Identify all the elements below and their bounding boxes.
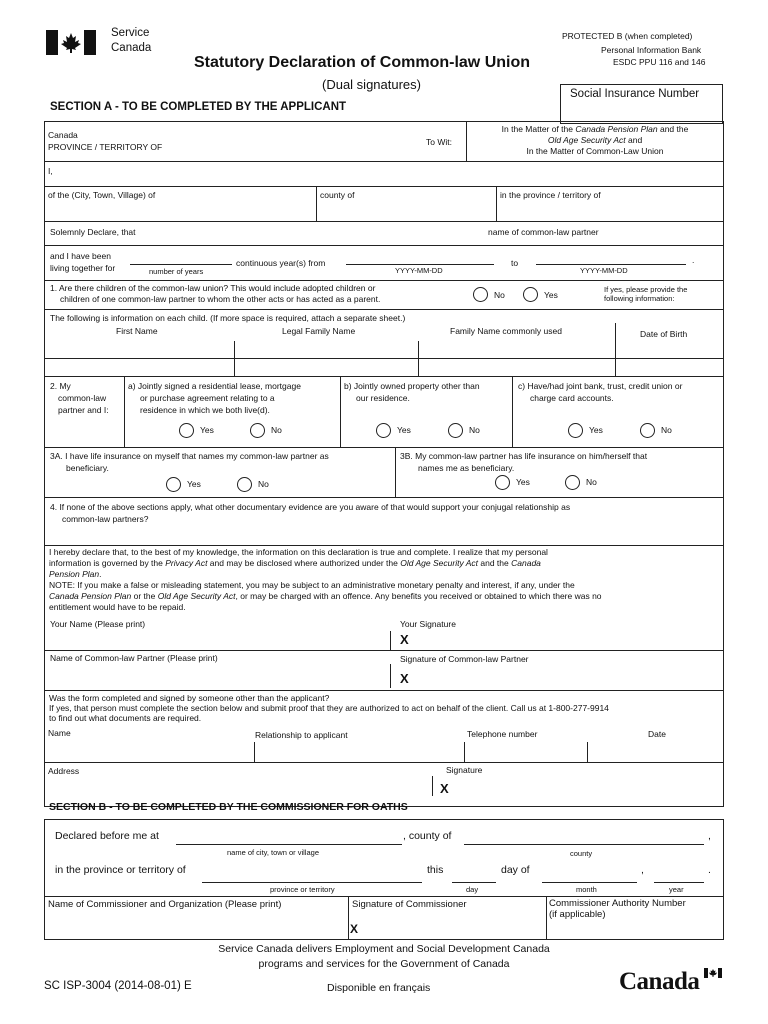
in-province-label: in the province or territory of [55,864,186,876]
q2a-no-radio[interactable] [250,423,265,438]
pib-label: Personal Information Bank [601,45,702,55]
q2c-no-label: No [661,425,672,435]
years-hint: number of years [149,267,204,276]
q2b-yes-radio[interactable] [376,423,391,438]
county-of-label: , county of [403,830,452,842]
wordmark-flag-icon [704,968,722,978]
q3a-no-label: No [258,479,269,489]
partner-print-label: Name of Common-law Partner (Please print) [50,653,218,663]
col-family-name-common: Family Name commonly used [450,326,562,336]
relationship-field[interactable] [256,742,462,762]
relationship-label: Relationship to applicant [255,730,348,740]
to-label: to [511,258,519,268]
q2b-text: b) Jointly owned property other than our residence. [344,381,480,403]
province-hint: province or territory [270,885,335,894]
other-signature-label: Signature [446,765,483,775]
canada-flag-logo [46,30,96,55]
q2b-no-label: No [469,425,480,435]
address-field[interactable] [46,776,426,796]
commissioner-authority-label: Commissioner Authority Number (if applicable) [549,898,686,920]
q2a-text: a) Jointly signed a residential lease, mortgage or purchase agreement relating to a residence in which we both live(d). [128,381,301,415]
q1-yes-radio[interactable] [523,287,538,302]
q3a-yes-radio[interactable] [166,477,181,492]
to-wit-label: To Wit: [426,137,452,147]
other-signature-x[interactable]: X [440,781,449,796]
declared-day-field[interactable] [452,882,496,883]
children-info-label: The following is information on each child. (If more space is required, attach a separate sheet.) [50,313,406,323]
partner-print-field[interactable] [46,665,386,687]
to-date-field[interactable] [536,264,686,265]
q2c-yes-label: Yes [589,425,603,435]
other-name-field[interactable] [46,742,252,762]
address-label: Address [48,766,80,776]
county-label: county of [320,190,355,200]
telephone-field[interactable] [466,742,585,762]
other-date-field[interactable] [589,742,722,762]
declared-comma: , [708,830,711,842]
applicant-name-field[interactable] [60,163,720,185]
this-label: this [427,864,444,876]
q3b-yes-radio[interactable] [495,475,510,490]
other-name-label: Name [48,728,71,738]
partner-signature-x[interactable]: X [400,671,409,686]
city-label: of the (City, Town, Village) of [48,190,156,200]
commissioner-signature-x[interactable]: X [350,922,359,936]
your-signature-x[interactable]: X [400,632,409,647]
living-label-2: living together for [50,263,116,273]
q1-yes-label: Yes [544,290,558,300]
living-label-1: and I have been [50,251,111,261]
month-hint: month [576,885,597,894]
from-date-hint: YYYY-MM-DD [395,266,443,275]
declared-before-label: Declared before me at [55,830,159,842]
declared-city-field[interactable] [176,844,402,845]
q3b-no-label: No [586,477,597,487]
q3a-no-radio[interactable] [237,477,252,492]
q2b-yes-label: Yes [397,425,411,435]
declared-month-field[interactable] [542,882,637,883]
q1-no-label: No [494,290,505,300]
from-date-field[interactable] [346,264,494,265]
other-date-label: Date [648,729,666,739]
section-a-heading: SECTION A - TO BE COMPLETED BY THE APPLICANT [50,101,347,113]
partner-signature-label: Signature of Common-law Partner [400,654,529,664]
q2c-yes-radio[interactable] [568,423,583,438]
your-signature-label: Your Signature [400,619,456,629]
q4-answer-field[interactable] [46,526,722,544]
q4-text: 4. If none of the above sections apply, what other documentary evidence are you aware of that would support your conjugal relationship as common-law partners? [50,502,571,524]
years-field[interactable] [130,264,232,265]
telephone-label: Telephone number [467,729,538,739]
q2c-no-radio[interactable] [640,423,655,438]
col-legal-family-name: Legal Family Name [282,326,356,336]
partner-name-field[interactable] [160,222,480,244]
province-label: in the province / territory of [500,190,601,200]
q2b-no-radio[interactable] [448,423,463,438]
form-title: Statutory Declaration of Common-law Union [194,54,531,71]
logo-text-canada: Canada [111,42,152,54]
date-comma: , [641,864,644,876]
partner-name-label: name of common-law partner [488,227,599,237]
to-date-hint: YYYY-MM-DD [580,266,628,275]
declared-province-field[interactable] [202,882,422,883]
q2-label: 2. My common-law partner and I: [50,381,109,415]
continuous-label: continuous year(s) from [236,258,326,268]
form-subtitle: (Dual signatures) [322,77,421,92]
pib-number: ESDC PPU 116 and 146 [613,57,706,67]
q2a-yes-radio[interactable] [179,423,194,438]
county-hint: county [570,849,593,858]
solemnly-declare-label: Solemnly Declare, that [50,227,136,237]
day-of-label: day of [501,864,530,876]
year-hint: year [669,885,684,894]
form-number: SC ISP-3004 (2014-08-01) E [44,980,192,992]
q2c-text: c) Have/had joint bank, trust, credit union or charge card accounts. [518,381,683,403]
q3b-no-radio[interactable] [565,475,580,490]
q3a-yes-label: Yes [187,479,201,489]
date-period: . [708,864,711,876]
other-person-text: Was the form completed and signed by someone other than the applicant? If yes, that person must complete the section below and submit proof that they are authorized to act on behalf of the client. Call us at 1-800-277-9914 to find out what documents are required. [49,693,609,723]
q1-no-radio[interactable] [473,287,488,302]
col-first-name: First Name [116,326,158,336]
q1-if-yes: If yes, please provide the following information: [604,285,688,303]
q2a-yes-label: Yes [200,425,214,435]
province-of-label: PROVINCE / TERRITORY OF [48,142,163,152]
disponible-francais: Disponible en français [327,982,431,994]
i-label: I, [48,166,53,176]
protected-b-label: PROTECTED B (when completed) [562,31,693,41]
day-hint: day [466,885,479,894]
q3a-text: 3A. I have life insurance on myself that names my common-law partner as beneficiary. [50,451,329,473]
q2a-no-label: No [271,425,282,435]
commissioner-signature-label: Signature of Commissioner [352,899,467,910]
city-hint: name of city, town or village [227,848,319,857]
q3b-text: 3B. My common-law partner has life insurance on him/herself that names me as beneficiary. [400,451,648,473]
sin-label: Social Insurance Number [570,88,700,100]
canada-wordmark-text: Canada [619,968,700,995]
declared-year-field[interactable] [654,882,704,883]
footer-statement: Service Canada delivers Employment and Social Development Canada programs and services for the Government of Canada [218,943,550,970]
logo-text-service: Service [111,27,150,39]
q1-text: 1. Are there children of the common-law union? This would include adopted children or children of one common-law partner to whom the other acts or has acted as a parent. [50,283,381,304]
matter-statement: In the Matter of the Canada Pension Plan and the Old Age Security Act and In the Matter of Common-Law Union [501,124,689,156]
declared-county-field[interactable] [464,844,704,845]
commissioner-name-field[interactable] [46,912,346,938]
col-date-of-birth: Date of Birth [640,329,688,339]
commissioner-name-label: Name of Commissioner and Organization (Please print) [48,899,282,910]
q3b-yes-label: Yes [516,477,530,487]
canada-wordmark [619,968,729,998]
living-period: . [692,255,695,265]
section-b-heading: SECTION B - TO BE COMPLETED BY THE COMMISSIONER FOR OATHS [49,801,408,813]
your-name-field[interactable] [46,630,386,648]
canada-label: Canada [48,130,78,140]
declaration-text: I hereby declare that, to the best of my knowledge, the information on this declaration is true and complete. I realize that my personal information is governed by the Privacy Act and may be disclosed where authorized under the Old Age Security Act and the Canada Pension Plan. NOTE: If you make a false or misleading statement, you may be subject to an administrative monetary penalty and interest, if any, under the Canada Pension Plan or the Old Age Security Act, or may be charged with an offence. Any benefits you received or obtained to which there was no entitlement would have to be repaid. [49,547,602,612]
your-name-label: Your Name (Please print) [50,619,146,629]
